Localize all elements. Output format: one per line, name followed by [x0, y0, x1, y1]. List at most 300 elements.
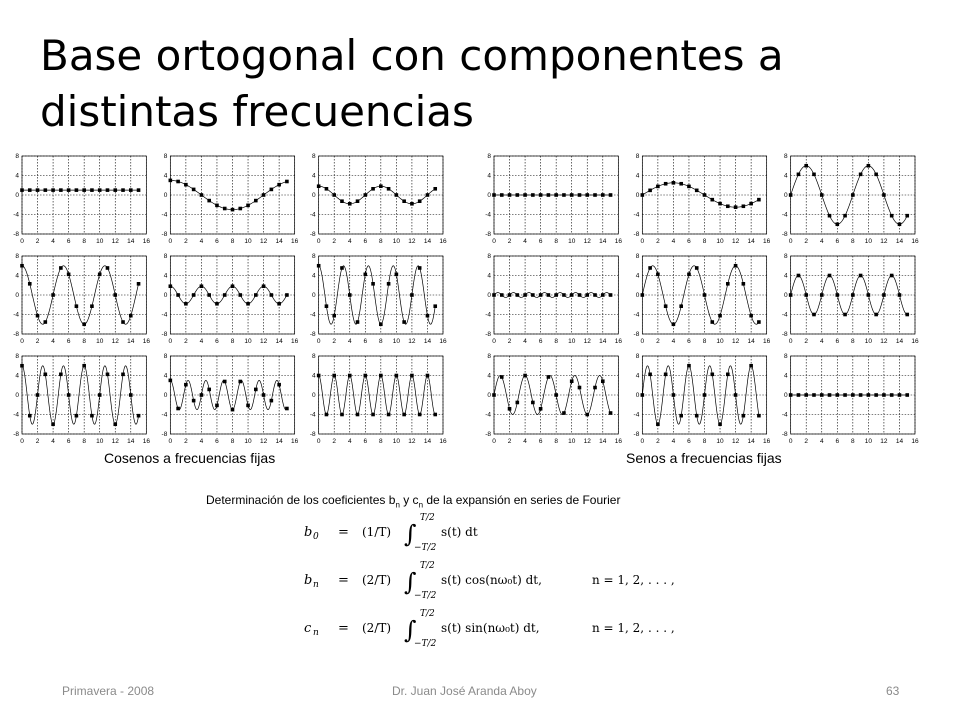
sample-point — [867, 164, 871, 168]
sample-point — [789, 193, 793, 197]
sample-point — [804, 293, 808, 297]
sample-point — [426, 314, 430, 318]
cosine-plot-grid — [6, 150, 451, 450]
cosines-panel-5 — [162, 253, 299, 345]
x-tick-label: 14 — [895, 338, 904, 345]
sample-point — [835, 222, 839, 226]
y-tick-label: 8 — [163, 253, 168, 261]
sample-point — [317, 184, 321, 188]
sample-point — [890, 214, 894, 218]
fourier-caption-mid: y c — [399, 493, 419, 507]
y-tick-label: 4 — [163, 272, 168, 280]
x-tick-label: 14 — [747, 338, 755, 345]
sample-point — [679, 304, 683, 308]
sample-point — [516, 293, 520, 297]
sample-point — [106, 188, 110, 192]
sample-point — [679, 414, 683, 418]
y-tick-label: 4 — [784, 372, 788, 380]
x-tick-label: 12 — [880, 238, 888, 245]
sample-point — [113, 422, 117, 426]
sample-point — [332, 314, 336, 318]
sample-point — [20, 188, 24, 192]
x-tick-label: 6 — [215, 438, 219, 445]
sample-point — [277, 383, 281, 387]
x-tick-label: 10 — [244, 338, 252, 345]
y-tick-label: 8 — [15, 153, 19, 161]
sample-point — [828, 393, 832, 397]
sample-point — [207, 199, 211, 203]
sample-point — [578, 386, 582, 390]
sample-point — [98, 273, 102, 277]
x-tick-label: 4 — [671, 238, 676, 245]
sample-point — [492, 193, 496, 197]
equation-index-range: n = 1, 2, . . . , — [592, 621, 675, 635]
x-tick-label: 14 — [895, 238, 904, 245]
sample-point — [200, 393, 204, 397]
sample-point — [656, 185, 660, 189]
y-tick-label: 4 — [487, 372, 491, 380]
cosines-panel-6 — [310, 253, 447, 345]
equation-row-3 — [304, 609, 675, 649]
sample-point — [59, 188, 63, 192]
sample-point — [718, 314, 722, 318]
integral-sign: ∫ — [404, 520, 417, 548]
x-tick-label: 4 — [347, 338, 352, 345]
x-tick-label: 14 — [599, 438, 607, 445]
sample-point — [238, 380, 242, 384]
sample-point — [874, 173, 878, 177]
sample-point — [585, 193, 589, 197]
fourier-caption-sub-2: n — [418, 500, 424, 510]
sample-point — [812, 313, 816, 317]
sample-point — [121, 373, 125, 377]
sample-point — [804, 164, 808, 168]
sample-point — [679, 182, 683, 186]
x-tick-label: 2 — [804, 338, 809, 345]
sample-point — [51, 188, 55, 192]
x-tick-label: 8 — [554, 238, 558, 245]
sample-point — [820, 293, 824, 297]
sample-point — [726, 282, 730, 286]
y-tick-label: 0 — [487, 292, 491, 300]
sample-point — [348, 374, 352, 378]
sample-point — [200, 193, 204, 197]
x-tick-label: 6 — [835, 438, 840, 445]
y-tick-label: 0 — [487, 192, 491, 200]
sines-panel-7 — [485, 353, 622, 445]
sample-point — [215, 404, 219, 408]
sample-point — [270, 293, 274, 297]
sample-point — [270, 188, 274, 192]
sample-point — [433, 187, 437, 191]
sample-point — [433, 413, 437, 417]
y-tick-label: 4 — [784, 272, 788, 280]
y-tick-label: -4 — [13, 311, 19, 319]
y-tick-label: -8 — [161, 331, 168, 339]
fourier-caption-post: de la expansión en series de Fourier — [423, 493, 621, 507]
y-tick-label: -4 — [309, 411, 316, 419]
sample-point — [695, 189, 699, 193]
sample-point — [789, 393, 793, 397]
x-tick-label: 16 — [142, 438, 150, 445]
x-tick-label: 12 — [731, 338, 740, 345]
x-tick-label: 16 — [763, 338, 771, 345]
sample-point — [547, 193, 551, 197]
sample-point — [882, 193, 886, 197]
equation-integrand: s(t) sin(nω₀t) dt, — [441, 621, 540, 635]
sample-point — [340, 413, 344, 417]
sample-point — [641, 293, 645, 297]
x-tick-label: 6 — [835, 238, 840, 245]
sample-point — [348, 202, 352, 206]
x-tick-label: 0 — [316, 438, 321, 445]
sample-point — [531, 401, 535, 405]
footer-date: Primavera - 2008 — [62, 684, 155, 698]
x-tick-label: 12 — [880, 438, 888, 445]
x-tick-label: 14 — [599, 338, 607, 345]
y-tick-label: -8 — [485, 231, 491, 239]
sample-point — [523, 193, 527, 197]
sample-point — [75, 304, 79, 308]
x-tick-label: 8 — [82, 338, 86, 345]
sample-point — [137, 188, 141, 192]
x-tick-label: 12 — [583, 338, 591, 345]
x-tick-label: 6 — [687, 338, 691, 345]
x-tick-label: 10 — [568, 438, 576, 445]
x-tick-label: 16 — [439, 438, 447, 445]
y-tick-label: 8 — [163, 353, 168, 361]
x-tick-label: 0 — [168, 338, 173, 345]
sample-point — [905, 214, 909, 218]
sample-point — [98, 188, 102, 192]
y-tick-label: -8 — [13, 331, 19, 339]
x-tick-label: 8 — [554, 438, 558, 445]
sample-point — [843, 393, 847, 397]
y-tick-label: -4 — [161, 311, 168, 319]
y-tick-label: -8 — [309, 231, 316, 239]
y-tick-label: 8 — [635, 253, 640, 261]
x-tick-label: 0 — [168, 238, 173, 245]
x-tick-label: 0 — [20, 338, 24, 345]
sample-point — [898, 293, 902, 297]
cosines-panel-3 — [310, 153, 447, 245]
equation-coefficient: (1/T) — [362, 525, 392, 539]
x-tick-label: 14 — [423, 238, 432, 245]
x-tick-label: 10 — [568, 338, 576, 345]
sample-point — [672, 393, 676, 397]
x-tick-label: 10 — [244, 238, 252, 245]
sample-point — [554, 293, 558, 297]
sample-point — [664, 304, 668, 308]
x-tick-label: 10 — [244, 438, 252, 445]
x-tick-label: 4 — [523, 438, 527, 445]
y-tick-label: 8 — [784, 253, 788, 261]
sample-point — [215, 302, 219, 306]
sample-point — [554, 393, 558, 397]
x-tick-label: 12 — [731, 438, 740, 445]
y-tick-label: 8 — [487, 353, 491, 361]
sample-point — [539, 293, 543, 297]
y-tick-label: 4 — [312, 172, 316, 180]
x-tick-label: 0 — [788, 238, 793, 245]
sample-point — [356, 320, 360, 324]
sample-point — [882, 293, 886, 297]
sample-point — [867, 293, 871, 297]
x-tick-label: 14 — [127, 438, 135, 445]
sample-point — [379, 184, 383, 188]
sample-point — [90, 304, 94, 308]
x-tick-label: 0 — [788, 438, 793, 445]
sample-point — [254, 293, 258, 297]
sample-point — [508, 193, 512, 197]
x-tick-label: 0 — [640, 338, 645, 345]
sample-point — [593, 193, 597, 197]
y-tick-label: -4 — [161, 211, 168, 219]
sample-point — [176, 293, 180, 297]
sample-point — [223, 293, 227, 297]
cosine-plots-svg — [6, 150, 451, 450]
fourier-caption-sub-1: n — [395, 500, 400, 510]
sample-point — [672, 181, 676, 185]
sample-point — [238, 293, 242, 297]
x-tick-label: 4 — [523, 238, 527, 245]
x-tick-label: 4 — [347, 238, 352, 245]
sample-point — [82, 364, 86, 368]
sample-point — [593, 293, 597, 297]
sample-point — [726, 373, 730, 377]
sample-point — [426, 193, 430, 197]
slide-title: Base ortogonal con componentes a distintas frecuencias — [40, 31, 784, 136]
sample-point — [402, 199, 406, 203]
sample-point — [601, 293, 605, 297]
sample-point — [410, 293, 414, 297]
sample-point — [395, 374, 399, 378]
integral-sign: ∫ — [404, 616, 417, 644]
sample-point — [508, 293, 512, 297]
sample-point — [695, 266, 699, 270]
x-tick-label: 16 — [291, 438, 299, 445]
sines-panel-9 — [782, 353, 919, 445]
equation-row-2 — [304, 561, 675, 601]
sample-point — [238, 207, 242, 211]
sample-point — [492, 293, 496, 297]
x-tick-label: 16 — [439, 238, 447, 245]
y-tick-label: 8 — [15, 253, 19, 261]
x-tick-label: 10 — [716, 338, 724, 345]
integral-upper-limit: T/2 — [420, 513, 435, 523]
y-tick-label: 0 — [784, 292, 788, 300]
sample-point — [710, 198, 714, 202]
cosines-panel-1 — [13, 153, 150, 245]
y-tick-label: 4 — [487, 272, 491, 280]
equation-coefficient: (2/T) — [362, 573, 392, 587]
y-tick-label: 4 — [15, 272, 19, 280]
sample-point — [890, 274, 894, 278]
sample-point — [90, 414, 94, 418]
y-tick-label: -8 — [633, 431, 640, 439]
sample-point — [562, 193, 566, 197]
y-tick-label: 0 — [312, 292, 316, 300]
sample-point — [200, 284, 204, 288]
x-tick-label: 4 — [819, 438, 824, 445]
y-tick-label: 0 — [635, 292, 640, 300]
y-tick-label: 0 — [784, 392, 788, 400]
sample-point — [656, 273, 660, 277]
sample-point — [192, 293, 196, 297]
sample-point — [262, 193, 266, 197]
x-tick-label: 2 — [35, 338, 40, 345]
x-tick-label: 12 — [408, 438, 416, 445]
x-tick-label: 8 — [230, 238, 235, 245]
sample-point — [137, 414, 141, 418]
sample-point — [797, 274, 801, 278]
sample-point — [410, 202, 414, 206]
sample-point — [710, 373, 714, 377]
x-tick-label: 8 — [702, 338, 707, 345]
sample-point — [742, 414, 746, 418]
sample-point — [804, 393, 808, 397]
integral-lower-limit: −T/2 — [414, 591, 437, 601]
sample-point — [905, 313, 909, 317]
equation-lhs: b — [304, 573, 313, 588]
sample-point — [757, 414, 761, 418]
x-tick-label: 10 — [96, 238, 104, 245]
footer-author: Dr. Juan José Aranda Aboy — [392, 684, 537, 698]
x-tick-label: 2 — [656, 238, 660, 245]
sample-point — [859, 173, 863, 177]
x-tick-label: 4 — [523, 338, 527, 345]
sample-point — [340, 266, 344, 270]
sample-point — [231, 284, 235, 288]
x-tick-label: 4 — [671, 338, 676, 345]
sample-point — [231, 208, 235, 212]
sample-point — [882, 393, 886, 397]
sample-point — [270, 399, 274, 403]
integral-lower-limit: −T/2 — [414, 543, 437, 553]
sample-point — [348, 293, 352, 297]
y-tick-label: 0 — [635, 192, 640, 200]
sample-point — [129, 314, 133, 318]
sample-point — [609, 411, 613, 415]
x-tick-label: 6 — [363, 338, 368, 345]
sample-point — [332, 193, 336, 197]
y-tick-label: -8 — [781, 231, 788, 239]
sample-point — [340, 199, 344, 203]
y-tick-label: -4 — [309, 211, 316, 219]
sample-point — [325, 413, 329, 417]
sample-point — [82, 322, 86, 326]
x-tick-label: 12 — [583, 438, 591, 445]
y-tick-label: 0 — [312, 392, 316, 400]
sample-point — [51, 422, 55, 426]
x-tick-label: 0 — [492, 338, 496, 345]
sines-panel-2 — [634, 153, 771, 245]
y-tick-label: 8 — [312, 153, 316, 161]
sample-point — [828, 274, 832, 278]
sample-point — [797, 393, 801, 397]
x-tick-label: 4 — [199, 338, 204, 345]
x-tick-label: 8 — [230, 438, 235, 445]
x-tick-label: 2 — [804, 438, 809, 445]
sample-point — [578, 193, 582, 197]
sample-point — [356, 413, 360, 417]
y-tick-label: -4 — [309, 311, 316, 319]
sample-point — [379, 322, 383, 326]
y-tick-label: -8 — [13, 231, 19, 239]
x-tick-label: 16 — [763, 238, 771, 245]
x-tick-label: 0 — [168, 438, 173, 445]
sample-point — [402, 320, 406, 324]
sample-point — [371, 413, 375, 417]
sample-point — [215, 204, 219, 208]
sample-point — [757, 320, 761, 324]
sample-point — [905, 393, 909, 397]
sample-point — [325, 187, 329, 191]
sample-point — [570, 193, 574, 197]
sample-point — [749, 202, 753, 206]
sample-point — [36, 188, 40, 192]
x-tick-label: 10 — [392, 438, 400, 445]
sample-point — [387, 187, 391, 191]
y-tick-label: 4 — [15, 372, 19, 380]
sample-point — [757, 198, 761, 202]
sample-point — [554, 193, 558, 197]
sine-caption: Senos a frecuencias fijas — [626, 450, 782, 466]
x-tick-label: 16 — [142, 338, 150, 345]
sample-point — [44, 188, 48, 192]
x-tick-label: 6 — [66, 238, 71, 245]
x-tick-label: 6 — [215, 238, 219, 245]
x-tick-label: 8 — [379, 238, 383, 245]
sample-point — [75, 414, 79, 418]
y-tick-label: 4 — [635, 372, 640, 380]
x-tick-label: 10 — [96, 438, 104, 445]
sample-point — [648, 373, 652, 377]
fourier-caption — [206, 493, 620, 509]
equation-lhs: b — [304, 525, 313, 540]
sample-point — [121, 320, 125, 324]
sample-point — [113, 188, 117, 192]
sample-point — [169, 284, 173, 288]
x-tick-label: 10 — [568, 238, 576, 245]
sample-point — [734, 393, 738, 397]
x-tick-label: 0 — [788, 338, 793, 345]
sines-panel-1 — [485, 153, 622, 245]
x-tick-label: 6 — [687, 238, 691, 245]
x-tick-label: 2 — [507, 438, 512, 445]
sample-point — [67, 188, 71, 192]
sines-panel-3 — [782, 153, 919, 245]
sample-point — [851, 193, 855, 197]
y-tick-label: 8 — [487, 153, 491, 161]
y-tick-label: 8 — [487, 253, 491, 261]
sample-point — [223, 207, 227, 211]
sample-point — [500, 375, 504, 379]
sample-point — [562, 411, 566, 415]
x-tick-label: 8 — [851, 238, 855, 245]
sample-point — [363, 193, 367, 197]
x-tick-label: 10 — [716, 238, 724, 245]
x-tick-label: 6 — [835, 338, 840, 345]
sample-point — [749, 364, 753, 368]
y-tick-label: 4 — [15, 172, 19, 180]
sample-point — [874, 313, 878, 317]
sample-point — [734, 205, 738, 209]
x-tick-label: 12 — [408, 238, 416, 245]
sample-point — [395, 193, 399, 197]
x-tick-label: 16 — [614, 438, 622, 445]
sample-point — [703, 293, 707, 297]
